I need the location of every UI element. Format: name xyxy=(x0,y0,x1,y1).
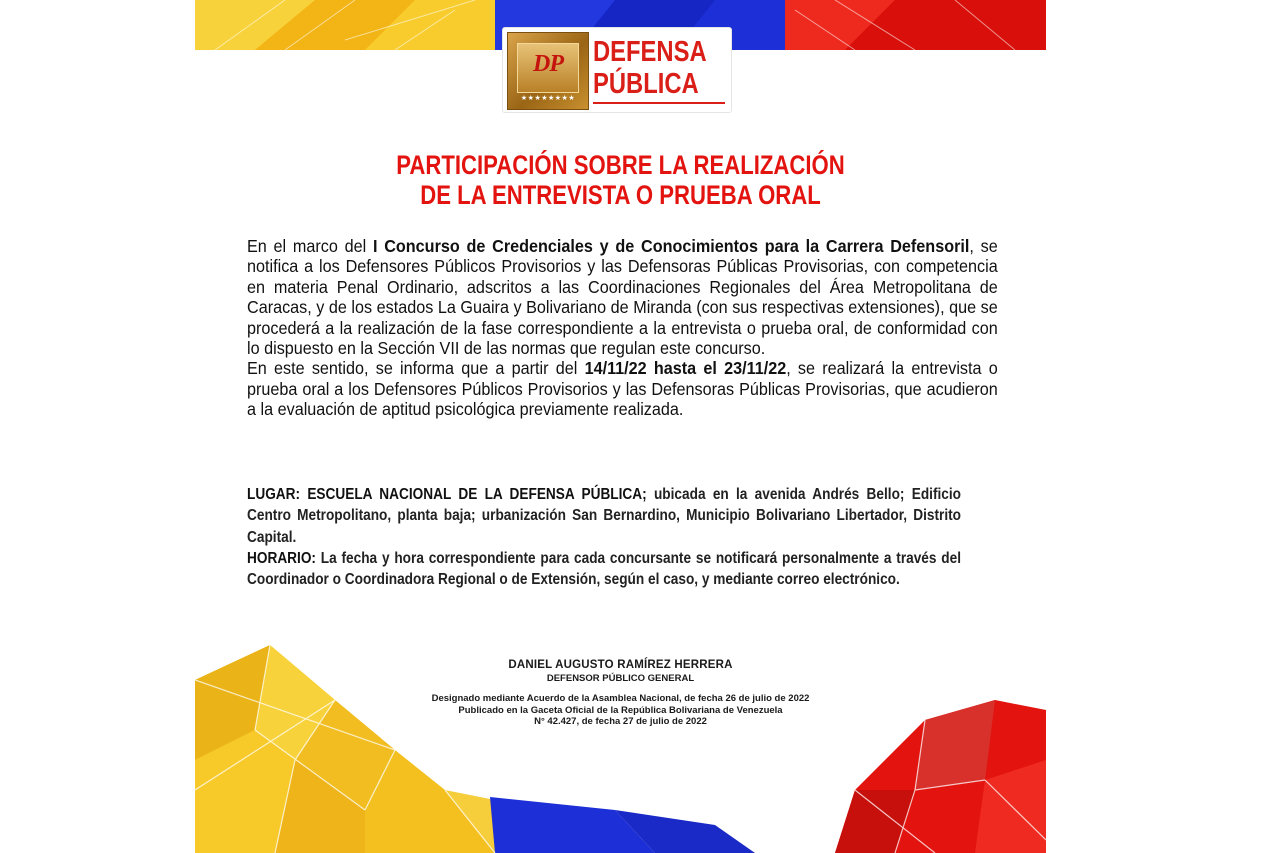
paragraph-1 xyxy=(247,236,998,358)
appointment-line3: N° 42.427, de fecha 27 de julio de 2022 xyxy=(534,716,707,727)
p2-dates: 14/11/22 hasta el 23/11/22 xyxy=(584,358,787,379)
defensa-publica-logo xyxy=(503,28,731,112)
lugar-label: LUGAR: ESCUELA NACIONAL DE LA DEFENSA PÚBLICA; xyxy=(247,486,647,503)
p1-contest-name: I Concurso de Credenciales y de Conocimientos para la Carrera Defensoril xyxy=(372,236,970,256)
logo-monogram: DP xyxy=(533,51,563,77)
notice-poster xyxy=(195,0,1046,853)
logo-wordmark xyxy=(593,36,708,100)
p1-rest: , se notifica a los Defensores Públicos Provisorios y las Defensoras Públicas Provisorias, con competencia en materia Penal Ordinario, adscritos a las Coordinaciones Regionales del Área Metropolitana de Caracas, y de los estados La Guaira y Bolivariano de Miranda (con sus respectivas extensiones), que se procederá a la realización de la fase correspondiente a la entrevista o prueba oral, de conformidad con lo dispuesto en la Sección VII de las normas que regulan este concurso. xyxy=(247,236,998,359)
p1-intro: En el marco del xyxy=(247,236,373,256)
main-text xyxy=(247,236,998,420)
horario-paragraph xyxy=(247,548,961,591)
logo-name-line2: PÚBLICA xyxy=(593,68,699,100)
notice-title xyxy=(195,150,1046,210)
p2-intro: En este sentido, se informa que a partir del xyxy=(247,358,585,379)
logo-name-line1: DEFENSA xyxy=(593,36,707,68)
signer-name: DANIEL AUGUSTO RAMÍREZ HERRERA xyxy=(508,659,733,671)
title-line2: DE LA ENTREVISTA O PRUEBA ORAL xyxy=(420,180,821,210)
horario-text: La fecha y hora correspondiente para cada concursante se notificará personalmente a través del Coordinador o Coordinadora Regional o de Extensión, según el caso, y mediante correo electrónico. xyxy=(247,549,961,589)
paragraph-2 xyxy=(247,358,998,419)
appointment-line1: Designado mediante Acuerdo de la Asamblea Nacional, de fecha 26 de julio de 2022 xyxy=(431,693,810,704)
lugar-paragraph xyxy=(247,484,961,548)
signer-role: DEFENSOR PÚBLICO GENERAL xyxy=(546,673,695,684)
bottom-geometric-decoration xyxy=(195,640,1046,853)
details-text xyxy=(247,484,961,590)
logo-underline xyxy=(593,102,725,104)
logo-stars: ★★★★★★★★ xyxy=(520,95,576,102)
p2-rest: , se realizará la entrevista o prueba oral a los Defensores Públicos Provisorios y las Defensoras Públicas Provisorias, que acudieron a la evaluación de aptitud psicológica previamente realizada. xyxy=(247,358,998,420)
title-line1: PARTICIPACIÓN SOBRE LA REALIZACIÓN xyxy=(396,150,845,180)
logo-badge xyxy=(507,32,589,110)
appointment-line2: Publicado en la Gaceta Oficial de la República Bolivariana de Venezuela xyxy=(458,704,783,716)
horario-label: HORARIO: xyxy=(247,549,316,567)
lugar-text: ubicada en la avenida Andrés Bello; Edificio Centro Metropolitano, planta baja; urbanización San Bernardino, Municipio Bolivariano Libertador, Distrito Capital. xyxy=(247,486,962,546)
